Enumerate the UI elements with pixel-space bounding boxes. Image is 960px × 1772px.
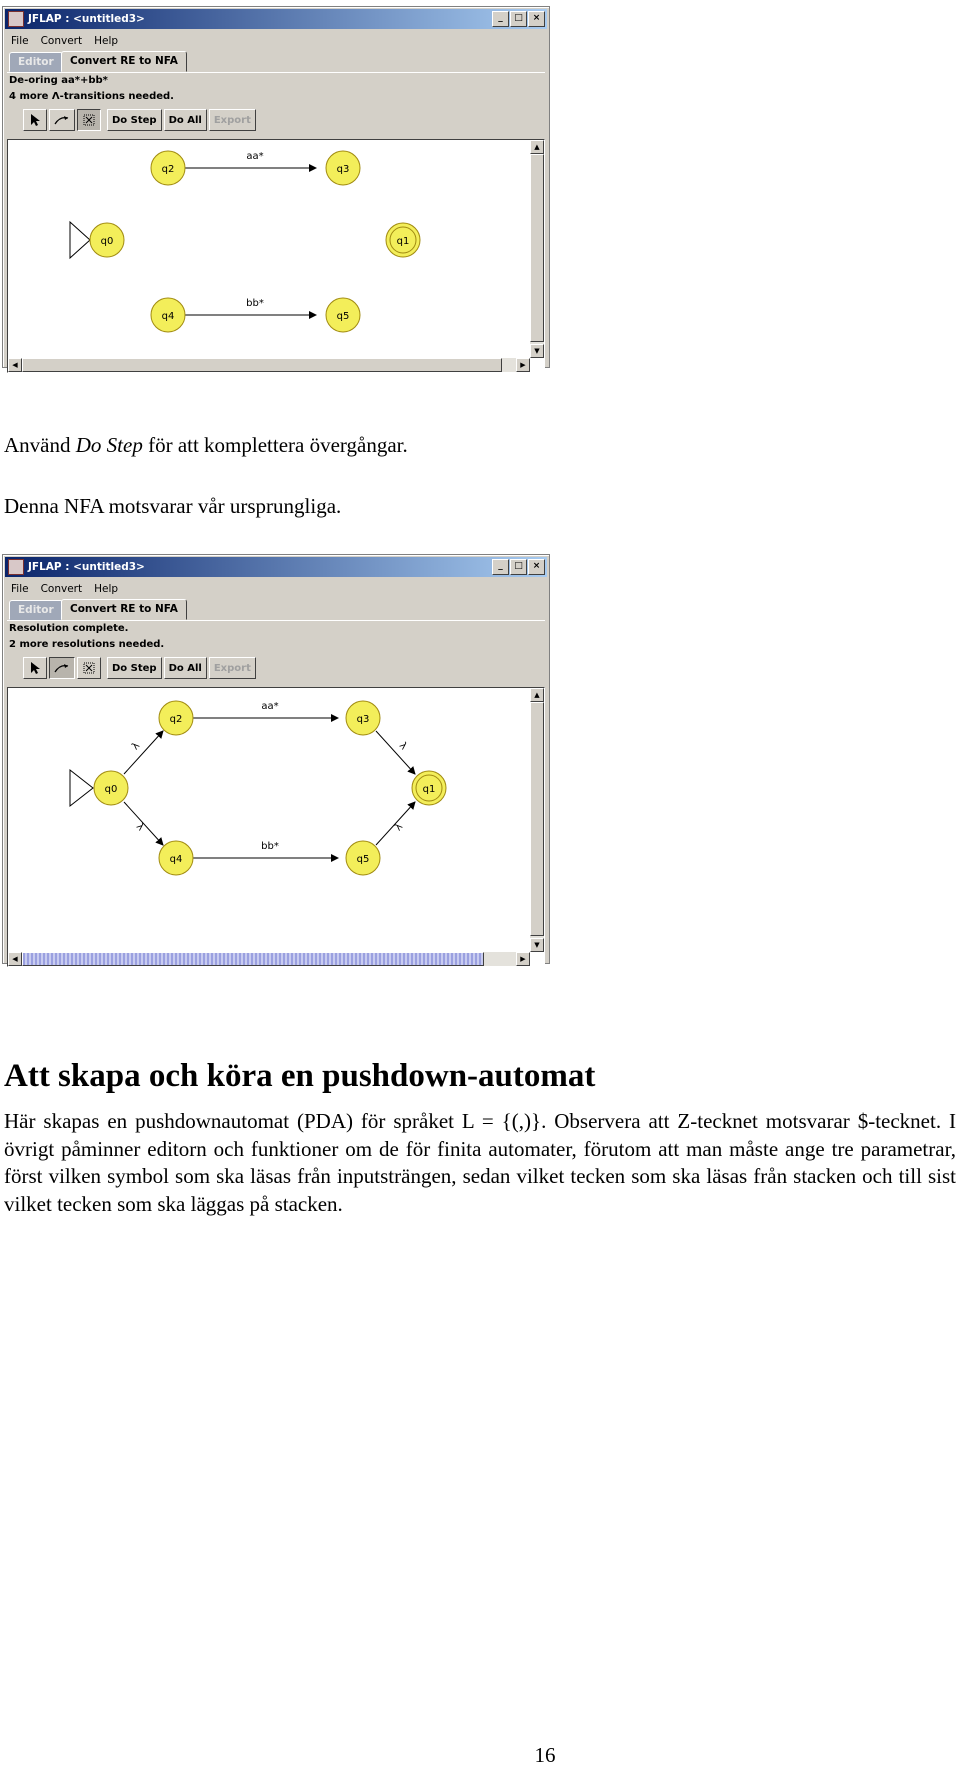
- emphasis-do-step: Do Step: [75, 433, 143, 457]
- menu-help[interactable]: Help: [94, 583, 119, 595]
- edge-label-lambda: λ: [130, 740, 143, 753]
- menu-convert[interactable]: Convert: [40, 35, 83, 47]
- close-button[interactable]: ×: [528, 11, 545, 27]
- scroll-thumb[interactable]: [22, 952, 484, 966]
- edge-label-lambda: λ: [396, 740, 409, 753]
- scroll-thumb[interactable]: [22, 358, 502, 372]
- jflap-window-1: [2, 6, 550, 368]
- menu-bar: [3, 579, 549, 599]
- transition-creator-tool[interactable]: [49, 109, 75, 131]
- tab-convert-re-to-nfa[interactable]: Convert RE to NFA: [61, 599, 187, 620]
- state-q3[interactable]: [326, 151, 360, 185]
- state-label: q4: [161, 311, 175, 322]
- vertical-scrollbar[interactable]: [530, 140, 544, 358]
- state-label: q5: [356, 854, 370, 865]
- state-q4[interactable]: [151, 298, 185, 332]
- do-step-button[interactable]: Do Step: [107, 657, 162, 679]
- scroll-up-arrow[interactable]: ▲: [530, 688, 544, 702]
- nfa-note-paragraph: Denna NFA motsvarar vår ursprungliga.: [4, 494, 342, 518]
- state-q3[interactable]: [346, 701, 380, 735]
- start-state-marker: [70, 770, 93, 806]
- deleter-icon: [82, 661, 96, 675]
- edge-label-aa: aa*: [261, 701, 279, 712]
- section-heading: Att skapa och köra en pushdown-automat: [4, 1058, 596, 1094]
- transition-creator-tool[interactable]: [49, 657, 75, 679]
- state-label: q5: [336, 311, 350, 322]
- start-state-marker: [70, 222, 90, 258]
- status-line-1: De-oring aa*+bb*: [9, 75, 108, 86]
- scroll-down-arrow[interactable]: ▼: [530, 344, 544, 358]
- state-q5[interactable]: [346, 841, 380, 875]
- transition-arrow-icon: [54, 662, 70, 674]
- do-all-button[interactable]: Do All: [164, 109, 207, 131]
- tab-editor[interactable]: Editor: [9, 52, 63, 72]
- tab-convert-re-to-nfa[interactable]: Convert RE to NFA: [61, 51, 187, 72]
- instruction-paragraph: [4, 432, 408, 458]
- title-bar: [5, 9, 547, 29]
- state-label: q1: [396, 236, 410, 247]
- text-run: Använd: [4, 433, 76, 457]
- state-q0[interactable]: [90, 223, 124, 257]
- toolbar: [7, 653, 545, 683]
- state-q2[interactable]: [159, 701, 193, 735]
- state-q0[interactable]: [94, 771, 128, 805]
- status-line-2: 4 more Λ-transitions needed.: [9, 91, 174, 102]
- transition-arrow-icon: [54, 114, 70, 126]
- do-step-button[interactable]: Do Step: [107, 109, 162, 131]
- scroll-right-arrow[interactable]: ▶: [516, 358, 530, 372]
- vertical-scrollbar[interactable]: [530, 688, 544, 952]
- export-button[interactable]: Export: [209, 657, 256, 679]
- tab-strip: [9, 599, 549, 620]
- text-run: för att komplettera övergångar.: [142, 433, 408, 457]
- deleter-icon: [82, 113, 96, 127]
- menu-convert[interactable]: Convert: [40, 583, 83, 595]
- horizontal-scrollbar[interactable]: [8, 952, 530, 966]
- state-label: q3: [336, 164, 350, 175]
- scroll-thumb[interactable]: [530, 702, 544, 936]
- state-q4[interactable]: [159, 841, 193, 875]
- scroll-up-arrow[interactable]: ▲: [530, 140, 544, 154]
- scroll-left-arrow[interactable]: ◀: [8, 952, 22, 966]
- automaton-canvas[interactable]: [7, 687, 545, 967]
- edge-label-lambda: λ: [133, 821, 146, 834]
- edge-q0-q2: [124, 731, 163, 774]
- jflap-app-icon: [8, 11, 24, 27]
- nfa-diagram: [8, 140, 528, 356]
- deleter-tool[interactable]: [77, 109, 101, 131]
- menu-bar: [3, 31, 549, 51]
- tab-strip: [9, 51, 549, 72]
- jflap-app-icon: [8, 559, 24, 575]
- state-label: q0: [100, 236, 114, 247]
- state-label: q4: [169, 854, 183, 865]
- title-bar: [5, 557, 547, 577]
- edge-label-lambda: λ: [393, 821, 406, 834]
- state-q2[interactable]: [151, 151, 185, 185]
- status-line-2: 2 more resolutions needed.: [9, 639, 165, 650]
- state-label: q1: [422, 784, 436, 795]
- window-title: JFLAP : <untitled3>: [28, 561, 145, 573]
- jflap-window-2: [2, 554, 550, 964]
- minimize-button[interactable]: _: [492, 11, 509, 27]
- state-label: q2: [169, 714, 183, 725]
- deleter-tool[interactable]: [77, 657, 101, 679]
- attribute-editor-tool[interactable]: [23, 657, 47, 679]
- pointer-icon: [29, 661, 41, 675]
- menu-help[interactable]: Help: [94, 35, 119, 47]
- automaton-canvas[interactable]: [7, 139, 545, 373]
- state-q1[interactable]: [386, 223, 420, 257]
- edge-label-aa: aa*: [246, 151, 264, 162]
- edge-label-bb: bb*: [261, 841, 279, 852]
- state-q1[interactable]: [412, 771, 446, 805]
- scroll-left-arrow[interactable]: ◀: [8, 358, 22, 372]
- page-number: 16: [534, 1743, 556, 1767]
- nfa-diagram: [8, 688, 528, 950]
- body-paragraph: Här skapas en pushdownautomat (PDA) för språket L = {(,)}. Observera att Z-tecknet motsvarar $-tecknet. I övrigt påminner editorn och funktioner om de för finita automater, förutom att man måste ange tre parametrar, först vilken symbol som ska läsas från inputsträngen, sedan vilket tecken som ska läsas från stacken och till sist vilket tecken som ska läggas på stacken.: [4, 1109, 956, 1216]
- menu-file[interactable]: File: [11, 583, 29, 595]
- state-label: q3: [356, 714, 370, 725]
- close-button[interactable]: ×: [528, 559, 545, 575]
- tab-panel: [7, 620, 545, 683]
- edge-q3-q1: [376, 731, 415, 774]
- status-line-1: Resolution complete.: [9, 623, 129, 634]
- scroll-down-arrow[interactable]: ▼: [530, 938, 544, 952]
- scroll-right-arrow[interactable]: ▶: [516, 952, 530, 966]
- window-title: JFLAP : <untitled3>: [28, 13, 145, 25]
- state-q5[interactable]: [326, 298, 360, 332]
- state-label: q0: [104, 784, 118, 795]
- scroll-thumb[interactable]: [530, 154, 544, 342]
- state-label: q2: [161, 164, 175, 175]
- toolbar: [7, 105, 545, 135]
- pointer-icon: [29, 113, 41, 127]
- minimize-button[interactable]: _: [492, 559, 509, 575]
- edge-label-bb: bb*: [246, 298, 264, 309]
- export-button[interactable]: Export: [209, 109, 256, 131]
- maximize-button[interactable]: □: [510, 11, 527, 27]
- attribute-editor-tool[interactable]: [23, 109, 47, 131]
- menu-file[interactable]: File: [11, 35, 29, 47]
- tab-editor[interactable]: Editor: [9, 600, 63, 620]
- horizontal-scrollbar[interactable]: [8, 358, 530, 372]
- tab-panel: [7, 72, 545, 135]
- maximize-button[interactable]: □: [510, 559, 527, 575]
- do-all-button[interactable]: Do All: [164, 657, 207, 679]
